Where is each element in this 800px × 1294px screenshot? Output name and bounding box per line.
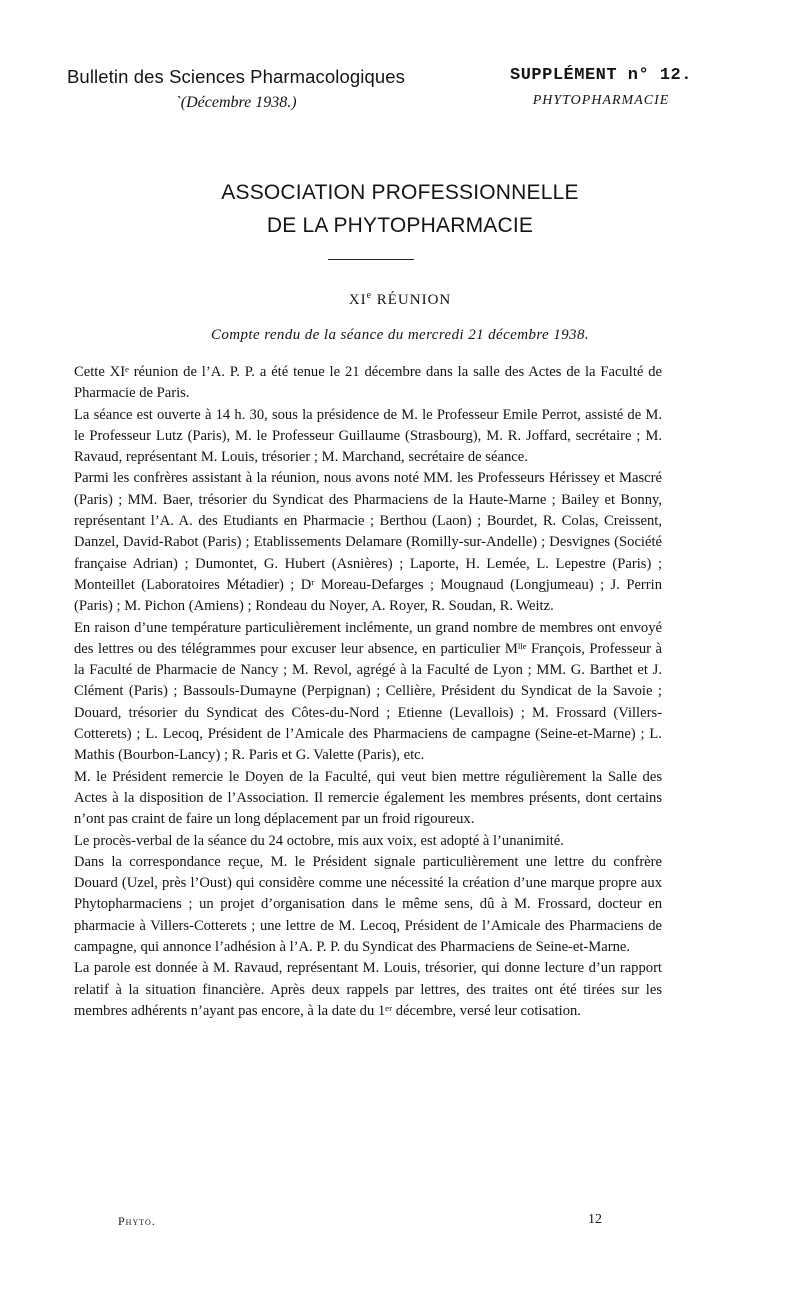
issue-date: `(Décembre 1938.)	[175, 94, 297, 111]
meeting-number: XI	[348, 292, 367, 308]
paragraph-4: En raison d’une température particulièrement inclémente, un grand nombre de membres ont envoyé des lettres ou des télégrammes pour excuser leur absence, en particulier Mˡˡᵉ François, Professeur à la Faculté de Pharmacie de Nancy ; M. Revol, agrégé à la Faculté de Lyon ; MM. G. Barthet et J. Clément (Paris) ; Bassouls-Dumayne (Perpignan) ; Cellière, Président du Syndicat de la Savoie ; Douard, trésorier du Syndicat des Côtes-du-Nord ; Etienne (Levallois) ; M. Frossard (Villers-Cotterets) ; L. Lecoq, Président de l’Amicale des Pharmaciens de campagne (Seine-et-Marne) ; L. Mathis (Bourbon-Lancy) ; R. Paris et G. Valette (Paris), etc.	[74, 619, 662, 764]
meeting-label: RÉUNION	[372, 292, 452, 308]
report-subtitle: Compte rendu de la séance du mercredi 21 décembre 1938.	[210, 327, 589, 343]
section-name: PHYTOPHARMACIE	[532, 93, 670, 108]
journal-title: Bulletin des Sciences Pharmacologiques	[66, 66, 406, 87]
paragraph-6: Le procès-verbal de la séance du 24 octobre, mis aux voix, est adopté à l’unanimité.	[74, 832, 564, 849]
title-divider	[328, 259, 414, 260]
title-line-1: ASSOCIATION PROFESSIONNELLE	[221, 181, 579, 204]
supplement-number: SUPPLÉMENT n° 12.	[510, 66, 692, 85]
paragraph-1: Cette XIᵉ réunion de l’A. P. P. a été tenue le 21 décembre dans la salle des Actes de la Faculté de Pharmacie de Paris.	[74, 364, 662, 402]
running-header-right	[458, 66, 744, 109]
paragraph-3: Parmi les confrères assistant à la réunion, nous avons noté MM. les Professeurs Hérissey et Mascré (Paris) ; MM. Baer, trésorier du Syndicat des Pharmaciens de la Haute-Marne ; Bailey et Bonny, représentant l’A. A. des Etudiants en Pharmacie ; Berthou (Laon) ; Bourdet, R. Colas, Creissent, Danzel, David-Rabot (Paris) ; Etablissements Delamare (Romilly-sur-Andelle) ; Desvignes (Société française Adrian) ; Dumontet, G. Hubert (Asnières) ; Laporte, H. Lemée, L. Lepestre (Paris) ; Monteillet (Laboratoires Métadier) ; Dʳ Moreau-Defarges ; Mougnaud (Longjumeau) ; J. Perrin (Paris) ; M. Pichon (Amiens) ; Rondeau du Noyer, A. Royer, R. Soudan, R. Weitz.	[74, 470, 662, 615]
footer-section-label: Phyto.	[118, 1214, 156, 1228]
paragraph-8: La parole est donnée à M. Ravaud, représentant M. Louis, trésorier, qui donne lecture d’un rapport relatif à la situation financière. Après deux rappels par lettres, des traites ont été tirées sur les membres adhérents n’ayant pas encore, à la date du 1ᵉʳ décembre, versé leur cotisation.	[74, 960, 662, 1019]
paragraph-5: M. le Président remercie le Doyen de la Faculté, qui veut bien mettre régulièrement la Salle des Actes à la disposition de l’Association. Il remercie également les membres présents, dont certains n’ont pas craint de faire un long déplacement par un froid rigoureux.	[74, 768, 662, 828]
page-number: 12	[588, 1212, 602, 1227]
meeting-heading	[0, 290, 800, 309]
article-title	[0, 176, 800, 242]
article-body	[74, 362, 662, 1022]
title-line-2: DE LA PHYTOPHARMACIE	[266, 214, 534, 237]
meeting-number-suffix: e	[366, 290, 373, 301]
running-header-left	[56, 66, 416, 112]
paragraph-2: La séance est ouverte à 14 h. 30, sous la présidence de M. le Professeur Emile Perrot, assisté de M. le Professeur Lutz (Paris), M. le Professeur Guillaume (Strasbourg), M. R. Joffard, secrétaire ; M. Ravaud, représentant M. Louis, trésorier ; M. Marchand, secrétaire de séance.	[74, 406, 662, 466]
paragraph-7: Dans la correspondance reçue, M. le Président signale particulièrement une lettre du confrère Douard (Uzel, près l’Oust) qui considère comme une nécessité la création d’une marque propre aux Phytopharmaciens ; un projet d’organisation dans le même sens, dû à M. Frossard, docteur en pharmacie à Villers-Cotterets ; une lettre de M. Lecoq, Président de l’Amicale des Pharmaciens de campagne, qui annonce l’adhésion à l’A. P. P. du Syndicat des Pharmaciens de Seine-et-Marne.	[74, 853, 662, 956]
